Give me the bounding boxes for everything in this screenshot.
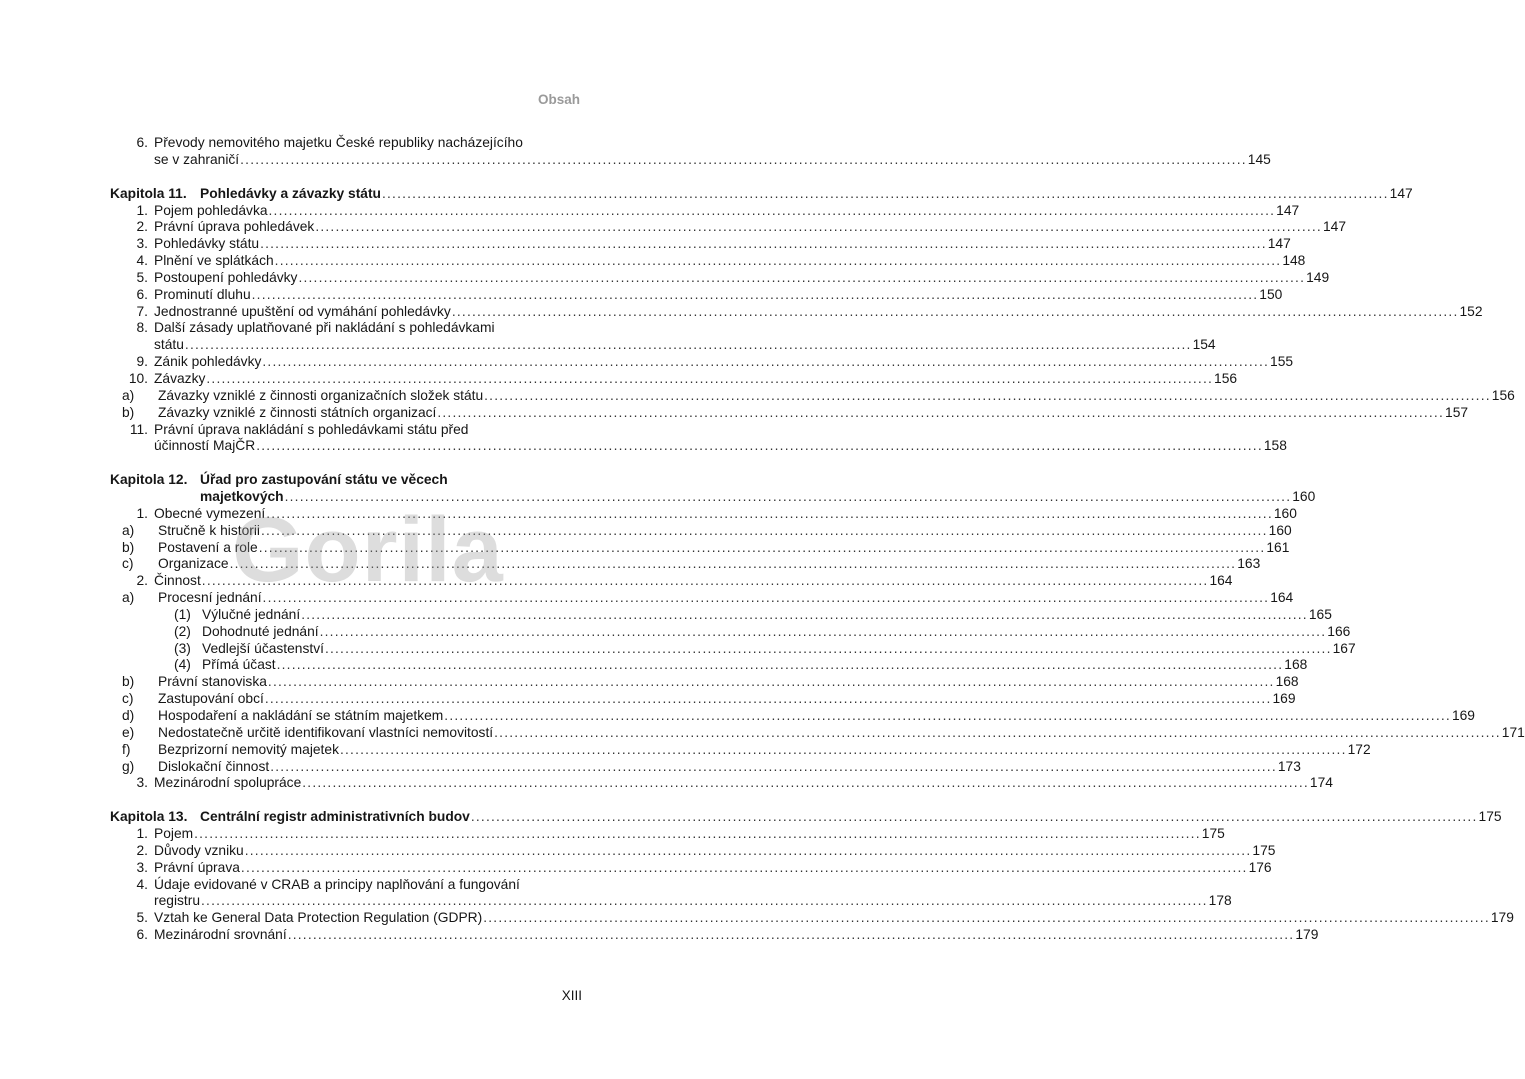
leader-dots <box>266 506 1273 523</box>
entry-page: 156 <box>1214 370 1238 386</box>
entry-title: Výlučné jednání <box>202 606 301 622</box>
entry-title: státu <box>154 337 184 353</box>
leader-dots <box>201 893 1208 910</box>
entry-page: 166 <box>1327 623 1351 639</box>
entry-title: Závazky vzniklé z činnosti organizačních složek státu <box>158 387 484 403</box>
toc-entry <box>110 505 1297 523</box>
entry-title: Závazky vzniklé z činnosti státních organizací <box>158 404 437 420</box>
entry-page: 156 <box>1491 387 1515 403</box>
entry-page: 152 <box>1459 303 1483 319</box>
toc-subentry <box>110 539 1290 557</box>
entry-title: Prominutí dluhu <box>154 286 251 302</box>
entry-number: 5. <box>136 910 148 926</box>
entry-number: a) <box>122 387 135 403</box>
entry-title: Právní úprava pohledávek <box>154 219 315 235</box>
toc-entry <box>110 135 582 152</box>
entry-page: 179 <box>1295 927 1319 943</box>
toc-entry <box>110 354 1294 371</box>
entry-title: Pohledávky státu <box>154 236 260 252</box>
toc-entry <box>110 286 1283 304</box>
leader-dots <box>320 624 1327 641</box>
leader-dots <box>256 438 1263 455</box>
entry-title: Další zásady uplatňované při nakládání s pohledávkami <box>154 320 495 336</box>
toc-entry <box>110 253 1306 270</box>
leader-dots <box>275 253 1282 270</box>
toc-entry <box>110 337 1216 354</box>
leader-dots <box>471 809 1478 826</box>
leader-dots <box>340 742 1347 759</box>
leader-dots <box>483 910 1490 927</box>
entry-title: Hospodaření a nakládání se státním majetkem <box>158 708 444 723</box>
entry-page: 150 <box>1259 286 1283 302</box>
entry-page: 175 <box>1478 809 1502 825</box>
chapter-heading <box>110 185 1413 203</box>
entry-title: Právní úprava <box>154 859 240 875</box>
entry-title: Bezprizorní nemovitý majetek <box>158 741 339 757</box>
entry-number: a) <box>122 522 135 538</box>
leader-dots <box>194 826 1201 843</box>
entry-number: 11. <box>129 421 148 437</box>
leader-dots <box>315 219 1322 236</box>
entry-number: 2. <box>136 219 148 235</box>
chapter-label: Kapitola 13. <box>110 809 188 825</box>
toc-subentry <box>110 522 1292 540</box>
leader-dots <box>452 304 1459 321</box>
entry-number: 10. <box>128 370 148 386</box>
chapter-label: Kapitola 11. <box>110 185 187 201</box>
entry-title: Závazky <box>154 370 206 386</box>
leader-dots <box>325 641 1332 658</box>
entry-page: 160 <box>1292 489 1316 505</box>
toc-subentry <box>110 708 1475 725</box>
entry-title: Dohodnuté jednání <box>202 623 319 639</box>
entry-page: 148 <box>1282 253 1306 269</box>
entry-number: 7. <box>136 303 148 319</box>
entry-page: 165 <box>1308 606 1332 622</box>
toc-entry <box>110 775 1333 792</box>
entry-page: 178 <box>1208 893 1232 909</box>
entry-title: Převody nemovitého majetku České republiky nacházejícího <box>154 135 523 150</box>
entry-title: Právní úprava nakládání s pohledávkami státu před <box>154 421 469 437</box>
chapter-title: majetkových <box>200 489 284 505</box>
entry-number: 2. <box>136 842 148 858</box>
toc-entry <box>110 877 582 894</box>
entry-number: e) <box>122 724 135 740</box>
entry-number: 3. <box>136 859 148 875</box>
leader-dots <box>268 674 1275 691</box>
entry-number: b) <box>122 539 135 555</box>
entry-page: 157 <box>1445 404 1469 420</box>
toc-entry <box>110 320 582 337</box>
entry-number: d) <box>122 708 135 723</box>
toc-entry <box>110 236 1291 253</box>
chapter-label: Kapitola 12. <box>110 472 188 488</box>
leader-dots <box>245 843 1252 860</box>
entry-page: 160 <box>1268 522 1292 538</box>
leader-dots <box>261 523 1268 540</box>
entry-number: 4. <box>136 253 148 269</box>
toc-entry <box>110 422 582 439</box>
toc-subentry <box>110 404 1469 422</box>
entry-page: 176 <box>1248 859 1272 875</box>
toc-entry <box>110 910 1514 927</box>
entry-number: (3) <box>174 640 191 656</box>
entry-title: Údaje evidované v CRAB a principy naplňování a fungování <box>154 876 520 892</box>
entry-page: 173 <box>1277 758 1301 774</box>
entry-page: 145 <box>1247 151 1271 167</box>
chapter-heading <box>110 809 1502 826</box>
entry-title: Přímá účast <box>202 657 276 673</box>
entry-title: Postavení a role <box>158 539 258 555</box>
entry-title: Mezinárodní spolupráce <box>154 775 302 791</box>
leader-dots <box>270 759 1277 776</box>
chapter-title: Pohledávky a závazky státu <box>200 185 381 201</box>
chapter-title: Centrální registr administrativních budov <box>200 809 470 825</box>
toc-subsubentry <box>110 657 1308 674</box>
entry-page: 174 <box>1309 775 1333 791</box>
entry-title: registru <box>154 893 201 909</box>
leader-dots <box>382 186 1389 203</box>
toc-subentry <box>110 590 1294 607</box>
toc-subsubentry <box>110 623 1351 641</box>
toc-entry <box>110 219 1346 236</box>
entry-number: (4) <box>174 657 191 673</box>
entry-number: 8. <box>136 320 148 336</box>
entry-title: Dislokační činnost <box>158 758 270 774</box>
leader-dots <box>265 691 1272 708</box>
table-of-contents <box>110 135 1525 944</box>
entry-number: c) <box>122 556 134 572</box>
leader-dots <box>301 607 1308 624</box>
entry-page: 175 <box>1252 842 1276 858</box>
entry-title: Činnost <box>154 573 201 589</box>
toc-subentry <box>110 387 1515 405</box>
entry-title: Zastupování obcí <box>158 691 264 707</box>
running-header: Obsah <box>537 92 580 107</box>
entry-number: 6. <box>136 135 148 150</box>
entry-page: 160 <box>1273 505 1297 521</box>
entry-title: účinností MajČR <box>154 438 256 454</box>
entry-page: 164 <box>1209 573 1233 589</box>
entry-title: Zánik pohledávky <box>154 354 262 370</box>
entry-title: Procesní jednání <box>158 590 262 606</box>
leader-dots <box>252 287 1259 304</box>
leader-dots <box>285 489 1292 506</box>
entry-page: 154 <box>1192 337 1216 353</box>
leader-dots <box>185 337 1192 354</box>
toc-entry <box>110 826 1225 843</box>
entry-number: 9. <box>136 354 148 370</box>
entry-title: Právní stanoviska <box>158 674 267 690</box>
watermark: Gorila <box>232 499 504 601</box>
entry-page: 161 <box>1266 539 1290 555</box>
leader-dots <box>484 388 1491 405</box>
entry-number: 1. <box>136 505 148 521</box>
leader-dots <box>206 371 1213 388</box>
entry-page: 168 <box>1284 657 1308 673</box>
toc-subentry <box>110 691 1296 708</box>
leader-dots <box>202 573 1209 590</box>
page-number: XIII <box>561 988 582 1003</box>
entry-page: 171 <box>1501 724 1525 740</box>
leader-dots <box>437 405 1444 422</box>
entry-title: Pojem pohledávka <box>154 202 268 218</box>
leader-dots <box>269 203 1276 220</box>
chapter-heading <box>110 489 1316 506</box>
leader-dots <box>444 708 1451 725</box>
entry-page: 172 <box>1347 741 1371 757</box>
toc-entry <box>110 573 1233 590</box>
leader-dots <box>259 540 1266 557</box>
entry-page: 147 <box>1267 236 1291 252</box>
entry-title: Nedostatečně určitě identifikovaní vlastníci nemovitostí <box>158 724 494 740</box>
chapter-heading <box>110 472 582 489</box>
leader-dots <box>240 152 1247 169</box>
leader-dots <box>262 354 1269 371</box>
entry-page: 149 <box>1306 269 1330 285</box>
entry-number: 6. <box>136 286 148 302</box>
toc-entry <box>110 859 1272 877</box>
toc-subsubentry <box>110 606 1332 624</box>
entry-page: 147 <box>1322 219 1346 235</box>
leader-dots <box>302 775 1309 792</box>
leader-dots <box>260 236 1267 253</box>
entry-title: Organizace <box>158 556 229 572</box>
entry-number: (1) <box>174 606 191 622</box>
entry-number: b) <box>122 404 135 420</box>
leader-dots <box>241 860 1248 877</box>
entry-number: 6. <box>136 927 148 943</box>
chapter-title: Úřad pro zastupování státu ve věcech <box>200 472 448 488</box>
entry-title: Postoupení pohledávky <box>154 269 298 285</box>
toc-subsubentry <box>110 640 1356 658</box>
entry-title: Pojem <box>154 826 194 842</box>
entry-number: 3. <box>136 236 148 252</box>
entry-page: 175 <box>1201 826 1225 842</box>
entry-page: 179 <box>1490 910 1514 926</box>
leader-dots <box>277 657 1284 674</box>
entry-number: c) <box>122 691 134 707</box>
entry-page: 167 <box>1332 640 1356 656</box>
toc-entry <box>110 151 1271 169</box>
toc-subentry <box>110 556 1261 573</box>
entry-page: 169 <box>1272 691 1296 707</box>
toc-entry <box>110 303 1483 321</box>
toc-entry <box>110 202 1300 220</box>
entry-number: 4. <box>136 876 148 892</box>
entry-number: 2. <box>136 573 148 589</box>
entry-title: Obecné vymezení <box>154 505 266 521</box>
entry-number: 3. <box>136 775 148 791</box>
entry-title: Plnění ve splátkách <box>154 253 274 269</box>
entry-title: se v zahraničí <box>154 151 240 167</box>
toc-entry <box>110 370 1238 388</box>
toc-entry <box>110 927 1319 944</box>
entry-number: 1. <box>136 826 148 842</box>
entry-page: 163 <box>1237 556 1261 572</box>
entry-title: Vedlejší účastenství <box>202 640 324 656</box>
entry-title: Mezinárodní srovnání <box>154 927 287 943</box>
toc-entry <box>110 269 1330 287</box>
entry-page: 147 <box>1389 185 1413 201</box>
entry-title: Vztah ke General Data Protection Regulation (GDPR) <box>154 910 483 926</box>
leader-dots <box>494 725 1501 742</box>
toc-subentry <box>110 674 1299 691</box>
entry-title: Důvody vzniku <box>154 842 244 858</box>
leader-dots <box>288 927 1295 944</box>
entry-page: 168 <box>1275 674 1299 690</box>
leader-dots <box>298 270 1305 287</box>
toc-subentry <box>110 741 1371 759</box>
entry-number: g) <box>122 758 135 774</box>
entry-page: 164 <box>1270 590 1294 606</box>
toc-subentry <box>110 724 1525 742</box>
entry-title: Stručně k historii <box>158 522 260 538</box>
entry-page: 158 <box>1263 438 1287 454</box>
entry-number: 1. <box>136 202 148 218</box>
entry-title: Jednostranné upuštění od vymáhání pohledávky <box>154 303 451 319</box>
entry-page: 169 <box>1451 708 1475 723</box>
toc-entry <box>110 842 1276 860</box>
entry-page: 147 <box>1276 202 1300 218</box>
leader-dots <box>263 590 1270 607</box>
entry-number: f) <box>122 741 131 757</box>
toc-entry <box>110 893 1232 910</box>
entry-number: 5. <box>136 269 148 285</box>
leader-dots <box>230 556 1237 573</box>
entry-page: 155 <box>1270 354 1294 370</box>
toc-subentry <box>110 758 1301 776</box>
toc-entry <box>110 438 1287 455</box>
entry-number: (2) <box>174 623 191 639</box>
entry-number: a) <box>122 590 135 606</box>
entry-number: b) <box>122 674 135 690</box>
